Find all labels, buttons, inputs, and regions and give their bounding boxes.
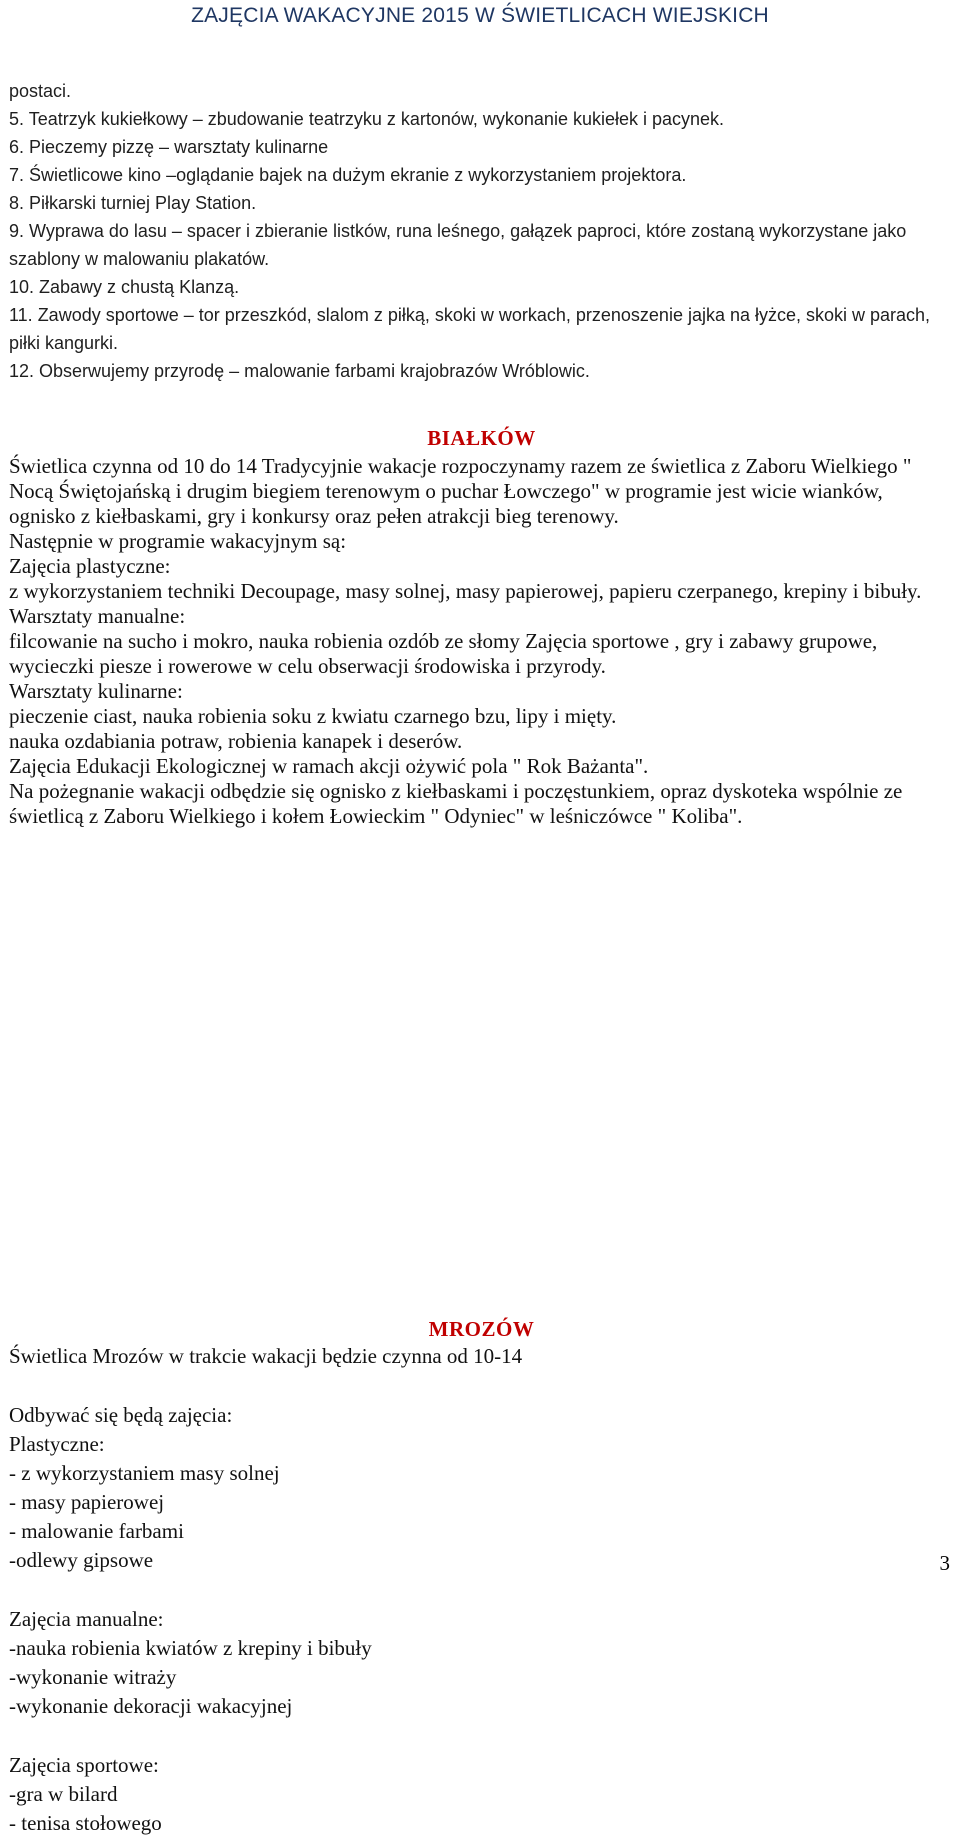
activity-list — [9, 77, 954, 385]
list-item: 8. Piłkarski turniej Play Station. — [9, 193, 257, 213]
list-item: 10. Zabawy z chustą Klanzą. — [9, 277, 240, 297]
group-title: Zajęcia manualne: — [9, 1607, 164, 1631]
list-item: 5. Teatrzyk kukiełkowy – zbudowanie teatrzyku z kartonów, wykonanie kukiełek i pacynek. — [9, 109, 725, 129]
list-item: -odlewy gipsowe — [9, 1548, 154, 1572]
section-mrozow — [9, 1316, 954, 1838]
page-number: 3 — [939, 1551, 950, 1575]
paragraph: Zajęcia Edukacji Ekologicznej w ramach akcji ożywić pola " Rok Bażanta". — [9, 754, 649, 778]
paragraph: z wykorzystaniem techniki Decoupage, masy solnej, masy papierowej, papieru czerpanego, krepiny i bibuły. — [9, 579, 922, 603]
list-item: 11. Zawody sportowe – tor przeszkód, slalom z piłką, skoki w workach, przenoszenie jajka na łyżce, skoki w parach, piłki kangurki. — [9, 305, 931, 353]
paragraph: Następnie w programie wakacyjnym są: — [9, 529, 347, 553]
paragraph: filcowanie na sucho i mokro, nauka robienia ozdób ze słomy Zajęcia sportowe , gry i zabawy grupowe, wycieczki piesze i rowerowe w celu obserwacji środowiska i przyrody. — [9, 629, 878, 678]
paragraph: pieczenie ciast, nauka robienia soku z kwiatu czarnego bzu, lipy i mięty. — [9, 704, 617, 728]
page-header: ZAJĘCIA WAKACYJNE 2015 W ŚWIETLICACH WIEJSKICH — [191, 4, 769, 27]
list-item: - tenisa stołowego — [9, 1811, 162, 1835]
list-item: -wykonanie dekoracji wakacyjnej — [9, 1694, 293, 1718]
list-item: 6. Pieczemy pizzę – warsztaty kulinarne — [9, 137, 329, 157]
list-item: - z wykorzystaniem masy solnej — [9, 1461, 280, 1485]
list-item: 9. Wyprawa do lasu – spacer i zbieranie listków, runa leśnego, gałązek paproci, które zostaną wykorzystane jako szablony w malowaniu plakatów. — [9, 221, 907, 269]
section-title: MROZÓW — [428, 1317, 535, 1341]
paragraph: nauka ozdabiania potraw, robienia kanapek i deserów. — [9, 729, 463, 753]
list-item: postaci. — [9, 81, 72, 101]
paragraph: Świetlica czynna od 10 do 14 Tradycyjnie wakacje rozpoczynamy razem ze świetlica z Zaboru Wielkiego " Nocą Świętojańską i drugim biegiem terenowym o puchar Łowczego" w programie jest wicie wianków, ognisko z kiełbaskami, gry i konkursy oraz pełen atrakcji bieg terenowy. — [9, 454, 912, 528]
list-item: 7. Świetlicowe kino –oglądanie bajek na dużym ekranie z wykorzystaniem projektora. — [9, 165, 687, 185]
paragraph: Na pożegnanie wakacji odbędzie się ognisko z kiełbaskami i poczęstunkiem, opraz dyskoteka wspólnie ze świetlicą z Zaboru Wielkiego i kołem Łowieckim " Odyniec" w leśniczówce " Koliba". — [9, 779, 903, 828]
section-title: BIAŁKÓW — [427, 426, 536, 450]
list-item: -gra w bilard — [9, 1782, 118, 1806]
subheading: Warsztaty manualne: — [9, 604, 186, 628]
list-item: -nauka robienia kwiatów z krepiny i bibuły — [9, 1636, 372, 1660]
subheading: Zajęcia plastyczne: — [9, 554, 171, 578]
subheading: Warsztaty kulinarne: — [9, 679, 183, 703]
group-title: Zajęcia sportowe: — [9, 1753, 159, 1777]
subheading: Odbywać się będą zajęcia: — [9, 1403, 233, 1427]
paragraph: Świetlica Mrozów w trakcie wakacji będzie czynna od 10-14 — [9, 1344, 523, 1368]
list-item: - malowanie farbami — [9, 1519, 184, 1543]
group-title: Plastyczne: — [9, 1432, 105, 1456]
list-item: 12. Obserwujemy przyrodę – malowanie farbami krajobrazów Wróblowic. — [9, 361, 590, 381]
section-bialkow — [9, 425, 954, 829]
list-item: -wykonanie witraży — [9, 1665, 177, 1689]
list-item: - masy papierowej — [9, 1490, 165, 1514]
